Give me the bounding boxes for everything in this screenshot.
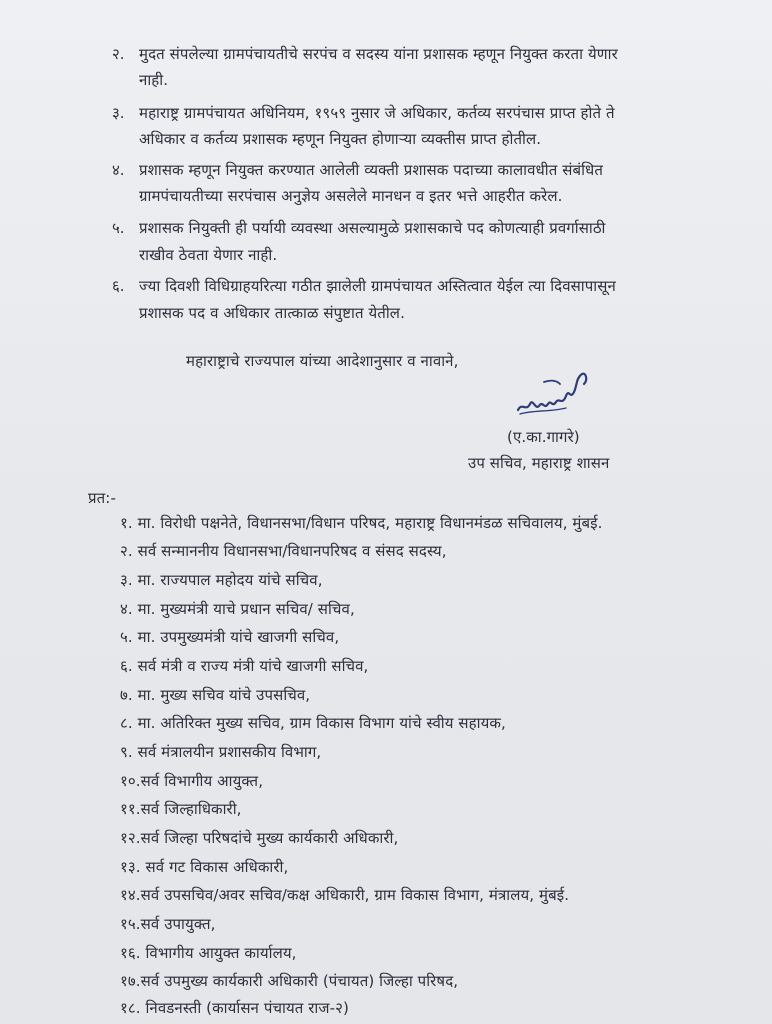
signature-image — [516, 366, 590, 422]
clause-number: २. — [112, 45, 125, 63]
clause-text-line: मुदत संपलेल्या ग्रामपंचायतीचे सरपंच व सदस्य यांना प्रशासक म्हणून नियुक्त करता येणार — [139, 45, 618, 63]
clause-text-line: अधिकार व कर्तव्य प्रशासक म्हणून नियुक्त होणाऱ्या व्यक्तीस प्राप्त होतील. — [139, 130, 542, 148]
clause-number: ३. — [112, 104, 125, 122]
copy-list-item: १७.सर्व उपमुख्य कार्यकारी अधिकारी (पंचायत) जिल्हा परिषद, — [120, 972, 459, 990]
signatory-title: उप सचिव, महाराष्ट्र शासन — [468, 454, 610, 472]
copy-list-item: ११.सर्व जिल्हाधिकारी, — [120, 800, 242, 818]
clause-number: ६. — [112, 277, 125, 295]
copy-heading: प्रत:- — [88, 489, 116, 507]
clause-text-line: राखीव ठेवता येणार नाही. — [139, 246, 278, 264]
copy-list-item: ५. मा. उपमुख्यमंत्री यांचे खाजगी सचिव, — [120, 628, 340, 646]
clause-text-line: नाही. — [139, 71, 169, 89]
copy-list-item: ८. मा. अतिरिक्त मुख्य सचिव, ग्राम विकास विभाग यांचे स्वीय सहायक, — [120, 714, 506, 732]
copy-list-item: १५.सर्व उपायुक्त, — [120, 915, 216, 933]
copy-list-item: १२.सर्व जिल्हा परिषदांचे मुख्य कार्यकारी अधिकारी, — [120, 829, 399, 847]
copy-list-item: ७. मा. मुख्य सचिव यांचे उपसचिव, — [120, 686, 311, 704]
clause-text-line: प्रशासक म्हणून नियुक्त करण्यात आलेली व्यक्ती प्रशासक पदाच्या कालावधीत संबंधित — [139, 161, 604, 179]
copy-list-item: १८. निवडनस्ती (कार्यासन पंचायत राज-२) — [120, 999, 350, 1017]
copy-list-item: १६. विभागीय आयुक्त कार्यालय, — [120, 944, 297, 962]
closing-statement: महाराष्ट्राचे राज्यपाल यांच्या आदेशानुसार व नावाने, — [186, 352, 459, 370]
copy-list-item: १. मा. विरोधी पक्षनेते, विधानसभा/विधान परिषद, महाराष्ट्र विधानमंडळ सचिवालय, मुंबई. — [120, 514, 603, 532]
copy-list-item: १४.सर्व उपसचिव/अवर सचिव/कक्ष अधिकारी, ग्राम विकास विभाग, मंत्रालय, मुंबई. — [120, 886, 570, 904]
copy-list-item: २. सर्व सन्माननीय विधानसभा/विधानपरिषद व संसद सदस्य, — [120, 542, 447, 560]
clause-number: ४. — [112, 161, 125, 179]
copy-list-item: ३. मा. राज्यपाल महोदय यांचे सचिव, — [120, 571, 323, 589]
clause-number: ५. — [112, 219, 125, 237]
clause-text-line: ज्या दिवशी विधिग्राहयरित्या गठीत झालेली ग्रामपंचायत अस्तित्वात येईल त्या दिवसापासून — [139, 277, 616, 295]
signatory-name: (ए.का.गागरे) — [507, 428, 580, 446]
copy-list-item: ४. मा. मुख्यमंत्री याचे प्रधान सचिव/ सचिव, — [120, 600, 355, 618]
clause-text-line: प्रशासक नियुक्ती ही पर्यायी व्यवस्था असल्यामुळे प्रशासकाचे पद कोणत्याही प्रवर्गासाठी — [139, 219, 606, 237]
copy-list-item: ६. सर्व मंत्री व राज्य मंत्री यांचे खाजगी सचिव, — [120, 657, 369, 675]
copy-list-item: १०.सर्व विभागीय आयुक्त, — [120, 772, 264, 790]
copy-list-item: १३. सर्व गट विकास अधिकारी, — [120, 858, 289, 876]
clause-text-line: ग्रामपंचायतीच्या सरपंचास अनुज्ञेय असलेले मानधन व इतर भत्ते आहरीत करेल. — [139, 187, 563, 205]
copy-list-item: ९. सर्व मंत्रालयीन प्रशासकीय विभाग, — [120, 743, 322, 761]
clause-text-line: प्रशासक पद व अधिकार तात्काळ संपुष्टात येतील. — [139, 304, 405, 322]
clause-text-line: महाराष्ट्र ग्रामपंचायत अधिनियम, १९५९ नुसार जे अधिकार, कर्तव्य सरपंचास प्राप्त होते ते — [139, 104, 615, 122]
